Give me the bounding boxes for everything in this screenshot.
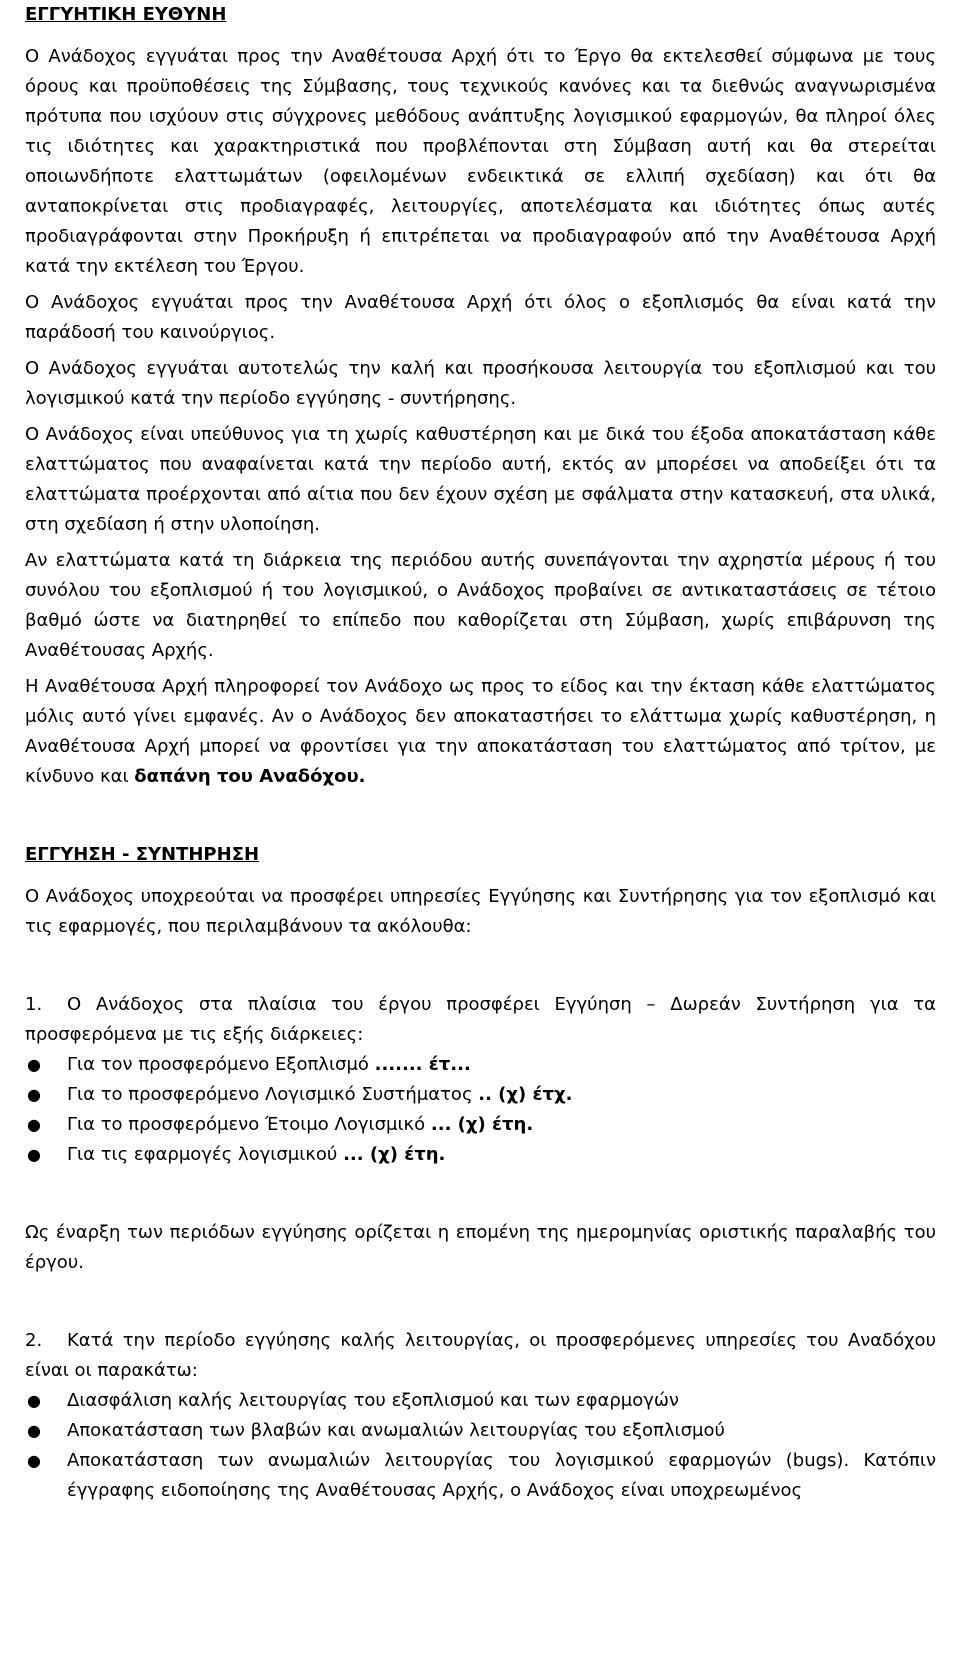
paragraph-start-note: Ως έναρξη των περιόδων εγγύησης ορίζεται η επομένη της ημερομηνίας οριστικής παραλαβής του έργου. — [25, 1222, 936, 1273]
bullet-list-services — [25, 1386, 936, 1506]
list-item-text: Για τον προσφερόμενο Εξοπλισμό — [67, 1054, 375, 1075]
bullet-icon: ● — [27, 1421, 41, 1440]
paragraph — [25, 672, 936, 792]
section-heading-warranty-maintenance: ΕΓΓΥΗΣΗ - ΣΥΝΤΗΡΗΣΗ — [25, 844, 260, 865]
paragraph: Αν ελαττώματα κατά τη διάρκεια της περιόδου αυτής συνεπάγονται την αχρηστία μέρους ή του συνόλου του εξοπλισμού ή του λογισμικού, ο Ανάδοχος προβαίνει σε αντικαταστάσεις σε τέτοιο βαθμό ώστε να διατηρηθεί το επίπεδο που καθορίζεται στη Σύμβαση, χωρίς επιβάρυνση της Αναθέτουσας Αρχής. — [25, 550, 936, 661]
list-item-text: Αποκατάσταση των βλαβών και ανωμαλιών λειτουργίας του εξοπλισμού — [67, 1420, 725, 1441]
list-item-bold: ....... έτ... — [374, 1054, 471, 1075]
list-item — [25, 1050, 936, 1080]
list-item — [25, 1140, 936, 1170]
bullet-list-durations — [25, 1050, 936, 1170]
list-item-text: Για τις εφαρμογές λογισμικού — [67, 1144, 344, 1165]
numbered-item-1 — [25, 990, 936, 1050]
item-text: Κατά την περίοδο εγγύησης καλής λειτουργίας, οι προσφερόμενες υπηρεσίες του Αναδόχου είναι οι παρακάτω: — [25, 1330, 936, 1381]
list-item — [25, 1080, 936, 1110]
paragraph: Ο Ανάδοχος εγγυάται προς την Αναθέτουσα Αρχή ότι το Έργο θα εκτελεσθεί σύμφωνα με τους όρους και προϋποθέσεις της Σύμβασης, τους τεχνικούς κανόνες και τα διεθνώς αναγνωρισμένα πρότυπα που ισχύουν στις σύγχρονες μεθόδους ανάπτυξης λογισμικού εφαρμογών, θα πληροί όλες τις ιδιότητες και χαρακτηριστικά που προβλέπονται στη Σύμβαση αυτή και θα στερείται οποιωνδήποτε ελαττωμάτων (οφειλομένων ενδεικτικά σε ελλιπή σχεδίαση) και ότι θα ανταποκρίνεται στις προδιαγραφές, λειτουργίες, αποτελέσματα και ιδιότητες όπως αυτές προδιαγράφονται στην Προκήρυξη ή επιτρέπεται να προδιαγραφούν από την Αναθέτουσα Αρχή κατά την εκτέλεση του Έργου. — [25, 46, 936, 277]
numbered-item-2 — [25, 1326, 936, 1386]
paragraph: Ο Ανάδοχος εγγυάται αυτοτελώς την καλή και προσήκουσα λειτουργία του εξοπλισμού και του λογισμικού κατά την περίοδο εγγύησης - συντήρησης. — [25, 358, 936, 409]
bullet-icon: ● — [27, 1451, 41, 1470]
list-item — [25, 1446, 936, 1506]
section-heading-warranty-liability: ΕΓΓΥΗΤΙΚΗ ΕΥΘΥΝΗ — [25, 4, 227, 25]
bullet-icon: ● — [27, 1085, 41, 1104]
paragraph: Ο Ανάδοχος εγγυάται προς την Αναθέτουσα Αρχή ότι όλος ο εξοπλισμός θα είναι κατά την παράδοσή του καινούργιος. — [25, 292, 936, 343]
item-text: Ο Ανάδοχος στα πλαίσια του έργου προσφέρει Εγγύηση – Δωρεάν Συντήρηση για τα προσφερόμενα με τις εξής διάρκειες: — [25, 994, 936, 1045]
bullet-icon: ● — [27, 1055, 41, 1074]
list-item-text: Διασφάλιση καλής λειτουργίας του εξοπλισμού και των εφαρμογών — [67, 1390, 680, 1411]
list-item — [25, 1110, 936, 1140]
paragraph: Ο Ανάδοχος είναι υπεύθυνος για τη χωρίς καθυστέρηση και με δικά του έξοδα αποκατάσταση κάθε ελαττώματος που αναφαίνεται κατά την περίοδο αυτή, εκτός αν μπορέσει να αποδείξει ότι τα ελαττώματα προέρχονται από αίτια που δεν έχουν σχέση με σφάλματα στην κατασκευή, στα υλικά, στη σχεδίαση ή στην υλοποίηση. — [25, 424, 936, 535]
item-number: 2. — [25, 1330, 43, 1351]
paragraph: Ο Ανάδοχος υποχρεούται να προσφέρει υπηρεσίες Εγγύησης και Συντήρησης για τον εξοπλισμό και τις εφαρμογές, που περιλαμβάνουν τα ακόλουθα: — [25, 886, 936, 937]
list-item — [25, 1386, 936, 1416]
paragraph-bold-text: δαπάνη του Αναδόχου. — [134, 766, 366, 787]
list-item-text: Για το προσφερόμενο Έτοιμο Λογισμικό — [67, 1114, 431, 1135]
item-number: 1. — [25, 994, 43, 1015]
bullet-icon: ● — [27, 1145, 41, 1164]
paragraph-text: Η Αναθέτουσα Αρχή πληροφορεί τον Ανάδοχο ως προς το είδος και την έκταση κάθε ελαττώματος μόλις αυτό γίνει εμφανές. Αν ο Ανάδοχος δεν αποκαταστήσει το ελάττωμα χωρίς καθυστέρηση, η Αναθέτουσα Αρχή μπορεί να φροντίσει για την αποκατάσταση του ελαττώματος από τρίτον, με κίνδυνο και — [25, 676, 936, 787]
list-item-bold: .. (χ) έτχ. — [478, 1084, 573, 1105]
bullet-icon: ● — [27, 1115, 41, 1134]
list-item-text: Για το προσφερόμενο Λογισμικό Συστήματος — [67, 1084, 479, 1105]
bullet-icon: ● — [27, 1391, 41, 1410]
list-item — [25, 1416, 936, 1446]
list-item-text: Αποκατάσταση των ανωμαλιών λειτουργίας του λογισμικού εφαρμογών (bugs). Κατόπιν έγγραφης ειδοποίησης της Αναθέτουσας Αρχής, ο Ανάδοχος είναι υποχρεωμένος — [67, 1450, 936, 1501]
list-item-bold: ... (χ) έτη. — [430, 1114, 534, 1135]
list-item-bold: ... (χ) έτη. — [343, 1144, 446, 1165]
